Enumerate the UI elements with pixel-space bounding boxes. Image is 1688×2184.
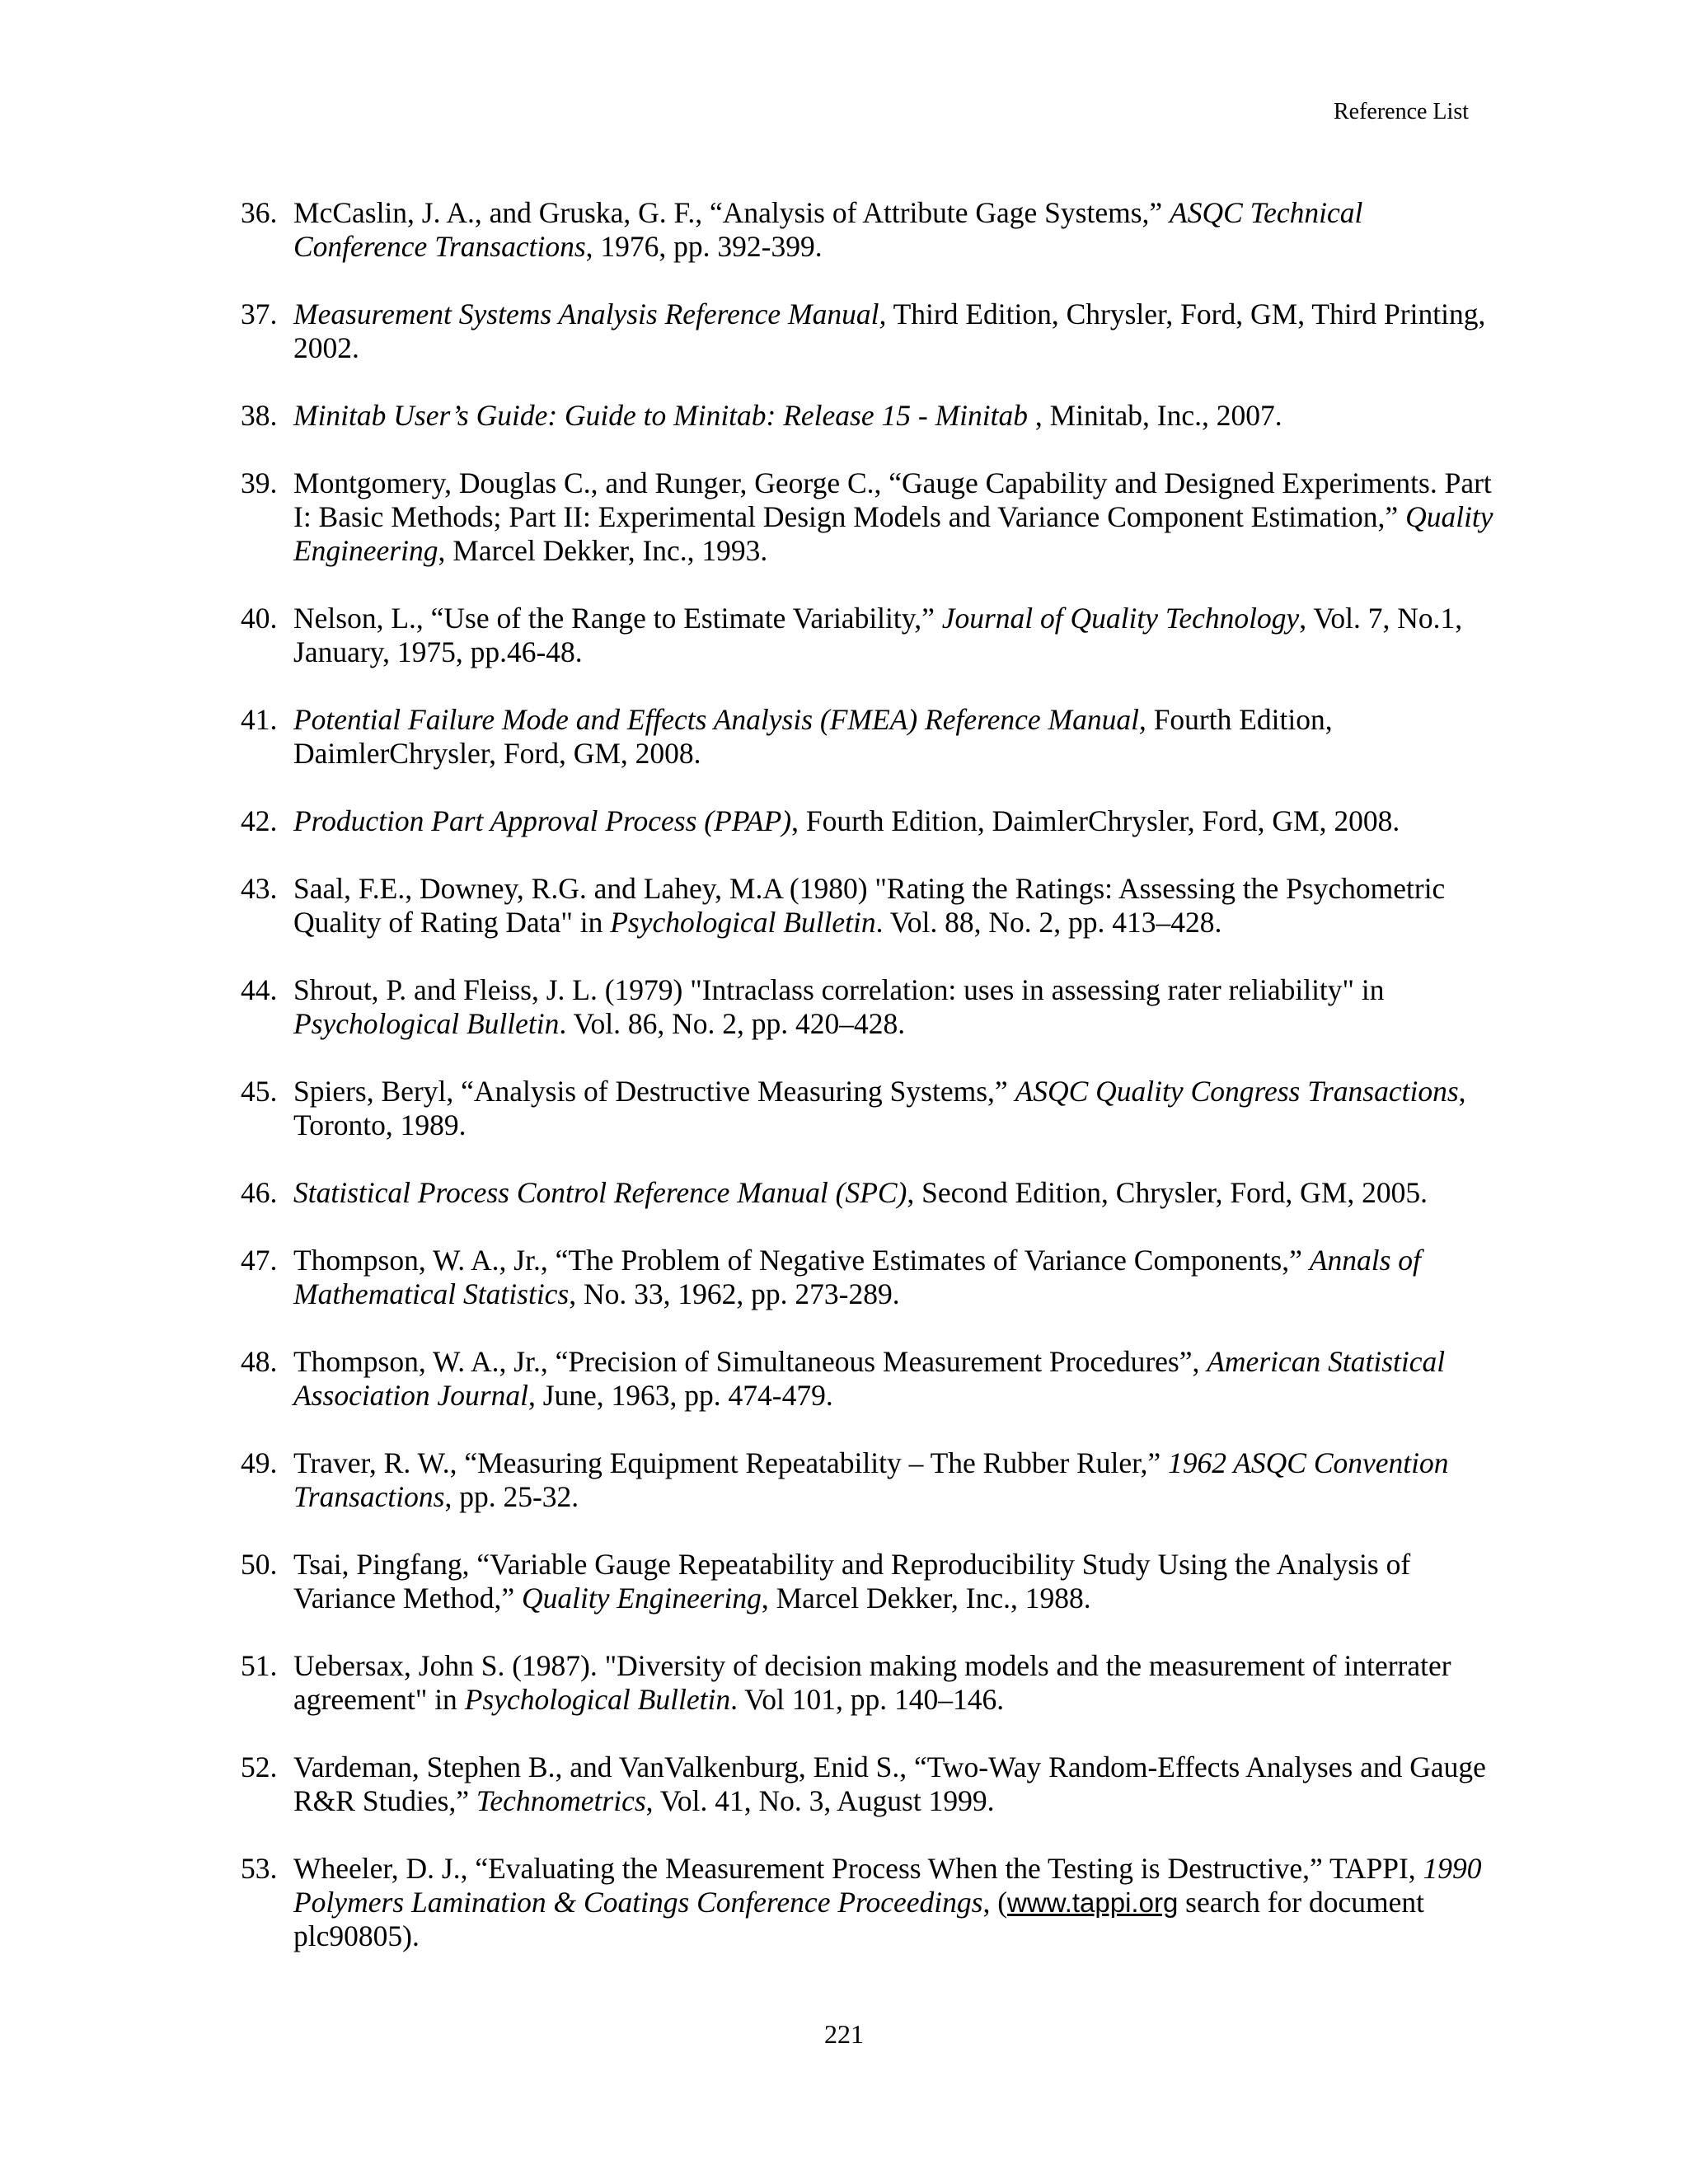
reference-link[interactable]: www.tappi.org bbox=[1007, 1887, 1179, 1918]
reference-title-italic: Quality Engineering bbox=[293, 500, 1493, 567]
reference-text bbox=[293, 1649, 1493, 1717]
reference-text bbox=[293, 804, 1493, 838]
reference-title-italic: Production Part Approval Process (PPAP) bbox=[293, 804, 792, 837]
reference-text bbox=[293, 1852, 1493, 1953]
reference-list bbox=[241, 196, 1493, 1987]
reference-text-segment: , Fourth Edition, DaimlerChrysler, Ford, GM, 2008. bbox=[791, 804, 1400, 837]
reference-item bbox=[241, 196, 1493, 264]
reference-text-segment: Tsai, Pingfang, “Variable Gauge Repeatability and Reproducibility Study Using the Analysis of Variance Method,” bbox=[293, 1548, 1411, 1615]
reference-item bbox=[241, 1548, 1493, 1615]
reference-title-italic: Technometrics bbox=[476, 1784, 646, 1817]
reference-text-segment: search for document plc90805). bbox=[293, 1886, 1424, 1952]
reference-text-segment: McCaslin, J. A., and Gruska, G. F., “Analysis of Attribute Gage Systems,” bbox=[293, 196, 1170, 229]
reference-text-segment: , Minitab, Inc., 2007. bbox=[1027, 399, 1282, 432]
reference-text bbox=[293, 703, 1493, 771]
reference-item bbox=[241, 1176, 1493, 1210]
reference-text-segment: , ( bbox=[982, 1886, 1008, 1919]
reference-text-segment: Spiers, Beryl, “Analysis of Destructive Measuring Systems,” bbox=[293, 1075, 1015, 1108]
reference-text-segment: , Marcel Dekker, Inc., 1993. bbox=[438, 534, 768, 567]
reference-number: 51. bbox=[241, 1649, 278, 1682]
reference-number: 52. bbox=[241, 1750, 278, 1783]
reference-item bbox=[241, 602, 1493, 669]
reference-text bbox=[293, 973, 1493, 1041]
reference-text-segment: , Vol. 41, No. 3, August 1999. bbox=[645, 1784, 995, 1817]
reference-number: 44. bbox=[241, 973, 278, 1006]
reference-text bbox=[293, 1345, 1493, 1413]
reference-text bbox=[293, 466, 1493, 568]
reference-text-segment: . Vol 101, pp. 140–146. bbox=[730, 1683, 1005, 1716]
reference-text bbox=[293, 1176, 1493, 1210]
reference-item bbox=[241, 466, 1493, 568]
reference-item bbox=[241, 1852, 1493, 1953]
reference-item bbox=[241, 1649, 1493, 1717]
reference-text-segment: Wheeler, D. J., “Evaluating the Measurement Process When the Testing is Destructive,” TAPPI, bbox=[293, 1852, 1423, 1885]
reference-number: 50. bbox=[241, 1548, 278, 1581]
reference-number: 43. bbox=[241, 872, 278, 905]
reference-number: 47. bbox=[241, 1244, 278, 1277]
reference-text-segment: Thompson, W. A., Jr., “The Problem of Negative Estimates of Variance Components,” bbox=[293, 1244, 1310, 1277]
reference-text bbox=[293, 1446, 1493, 1514]
reference-text bbox=[293, 1075, 1493, 1142]
reference-text bbox=[293, 1548, 1493, 1615]
reference-title-italic: Psychological Bulletin bbox=[293, 1007, 560, 1040]
reference-number: 38. bbox=[241, 399, 278, 432]
reference-text-segment: Saal, F.E., Downey, R.G. and Lahey, M.A (1980) "Rating the Ratings: Assessing the Psychometric Quality of Rating Data" in bbox=[293, 872, 1446, 939]
reference-text bbox=[293, 872, 1493, 940]
reference-title-italic: Measurement Systems Analysis Reference Manual, bbox=[293, 298, 887, 330]
reference-item bbox=[241, 1075, 1493, 1142]
reference-text-segment: Shrout, P. and Fleiss, J. L. (1979) "Intraclass correlation: uses in assessing rater reliability" in bbox=[293, 973, 1385, 1006]
reference-text-segment: , Vol. 7, No.1, January, 1975, pp.46-48. bbox=[293, 602, 1463, 668]
reference-number: 48. bbox=[241, 1345, 278, 1378]
reference-item bbox=[241, 1446, 1493, 1514]
reference-title-italic: ASQC Quality Congress Transactions bbox=[1015, 1075, 1459, 1108]
reference-item bbox=[241, 1244, 1493, 1311]
reference-title-italic: Potential Failure Mode and Effects Analysis (FMEA) Reference Manual, bbox=[293, 703, 1146, 736]
reference-text bbox=[293, 399, 1493, 433]
reference-text-segment: , Toronto, 1989. bbox=[293, 1075, 1466, 1141]
reference-number: 46. bbox=[241, 1176, 278, 1209]
reference-text-segment: , June, 1963, pp. 474-479. bbox=[528, 1379, 833, 1412]
reference-text-segment: Third Edition, Chrysler, Ford, GM, Third Printing, 2002. bbox=[293, 298, 1486, 364]
reference-item bbox=[241, 1750, 1493, 1818]
reference-number: 45. bbox=[241, 1075, 278, 1108]
reference-number: 42. bbox=[241, 804, 278, 837]
reference-text-segment: Nelson, L., “Use of the Range to Estimate Variability,” bbox=[293, 602, 942, 635]
reference-text-segment: , 1976, pp. 392-399. bbox=[585, 230, 823, 263]
reference-text-segment: , Marcel Dekker, Inc., 1988. bbox=[761, 1582, 1091, 1615]
reference-number: 40. bbox=[241, 602, 278, 635]
reference-text-segment: Traver, R. W., “Measuring Equipment Repeatability – The Rubber Ruler,” bbox=[293, 1446, 1168, 1479]
reference-text bbox=[293, 196, 1493, 264]
reference-title-italic: American Statistical Association Journal bbox=[293, 1345, 1446, 1412]
reference-number: 53. bbox=[241, 1852, 278, 1885]
reference-title-italic: Statistical Process Control Reference Manual (SPC) bbox=[293, 1176, 907, 1209]
reference-text bbox=[293, 1750, 1493, 1818]
reference-item bbox=[241, 1345, 1493, 1413]
reference-title-italic: ASQC Technical Conference Transactions bbox=[293, 196, 1363, 263]
reference-title-italic: 1990 Polymers Lamination & Coatings Conference Proceedings bbox=[293, 1852, 1482, 1919]
reference-item bbox=[241, 973, 1493, 1041]
running-header: Reference List bbox=[1333, 99, 1469, 124]
reference-text-segment: , Second Edition, Chrysler, Ford, GM, 2005. bbox=[907, 1176, 1428, 1209]
reference-item bbox=[241, 703, 1493, 771]
reference-text bbox=[293, 602, 1493, 669]
reference-number: 36. bbox=[241, 196, 278, 229]
reference-text-segment: . Vol. 86, No. 2, pp. 420–428. bbox=[559, 1007, 906, 1040]
reference-title-italic: Minitab User’s Guide: Guide to Minitab: Release 15 - Minitab bbox=[293, 399, 1028, 432]
reference-number: 39. bbox=[241, 466, 278, 499]
reference-text-segment: . Vol. 88, No. 2, pp. 413–428. bbox=[875, 906, 1222, 939]
reference-title-italic: Annals of Mathematical Statistics bbox=[293, 1244, 1421, 1310]
reference-title-italic: Psychological Bulletin bbox=[464, 1683, 731, 1716]
reference-item bbox=[241, 872, 1493, 940]
reference-item bbox=[241, 298, 1493, 365]
reference-text bbox=[293, 1244, 1493, 1311]
reference-text-segment: , pp. 25-32. bbox=[444, 1480, 579, 1513]
reference-title-italic: Quality Engineering bbox=[521, 1582, 762, 1615]
reference-title-italic: 1962 ASQC Convention Transactions bbox=[293, 1446, 1449, 1513]
reference-title-italic: Journal of Quality Technology bbox=[941, 602, 1300, 635]
reference-text-segment: Uebersax, John S. (1987). "Diversity of decision making models and the measurement of interrater agreement" in bbox=[293, 1649, 1451, 1716]
reference-text-segment: Thompson, W. A., Jr., “Precision of Simultaneous Measurement Procedures”, bbox=[293, 1345, 1207, 1378]
reference-text bbox=[293, 298, 1493, 365]
reference-number: 37. bbox=[241, 298, 278, 330]
reference-text-segment: Montgomery, Douglas C., and Runger, George C., “Gauge Capability and Designed Experiments. Part I: Basic Methods; Part II: Experimental Design Models and Variance Component Estimation,” bbox=[293, 466, 1492, 533]
reference-item bbox=[241, 804, 1493, 838]
reference-text-segment: , No. 33, 1962, pp. 273-289. bbox=[569, 1277, 900, 1310]
reference-item bbox=[241, 399, 1493, 433]
reference-text-segment: Fourth Edition, DaimlerChrysler, Ford, GM, 2008. bbox=[293, 703, 1333, 770]
reference-number: 41. bbox=[241, 703, 278, 736]
reference-title-italic: Psychological Bulletin bbox=[610, 906, 876, 939]
reference-number: 49. bbox=[241, 1446, 278, 1479]
reference-text-segment: Vardeman, Stephen B., and VanValkenburg, Enid S., “Two-Way Random-Effects Analyses and Gauge R&R Studies,” bbox=[293, 1750, 1486, 1817]
page-number: 221 bbox=[824, 2019, 864, 2049]
